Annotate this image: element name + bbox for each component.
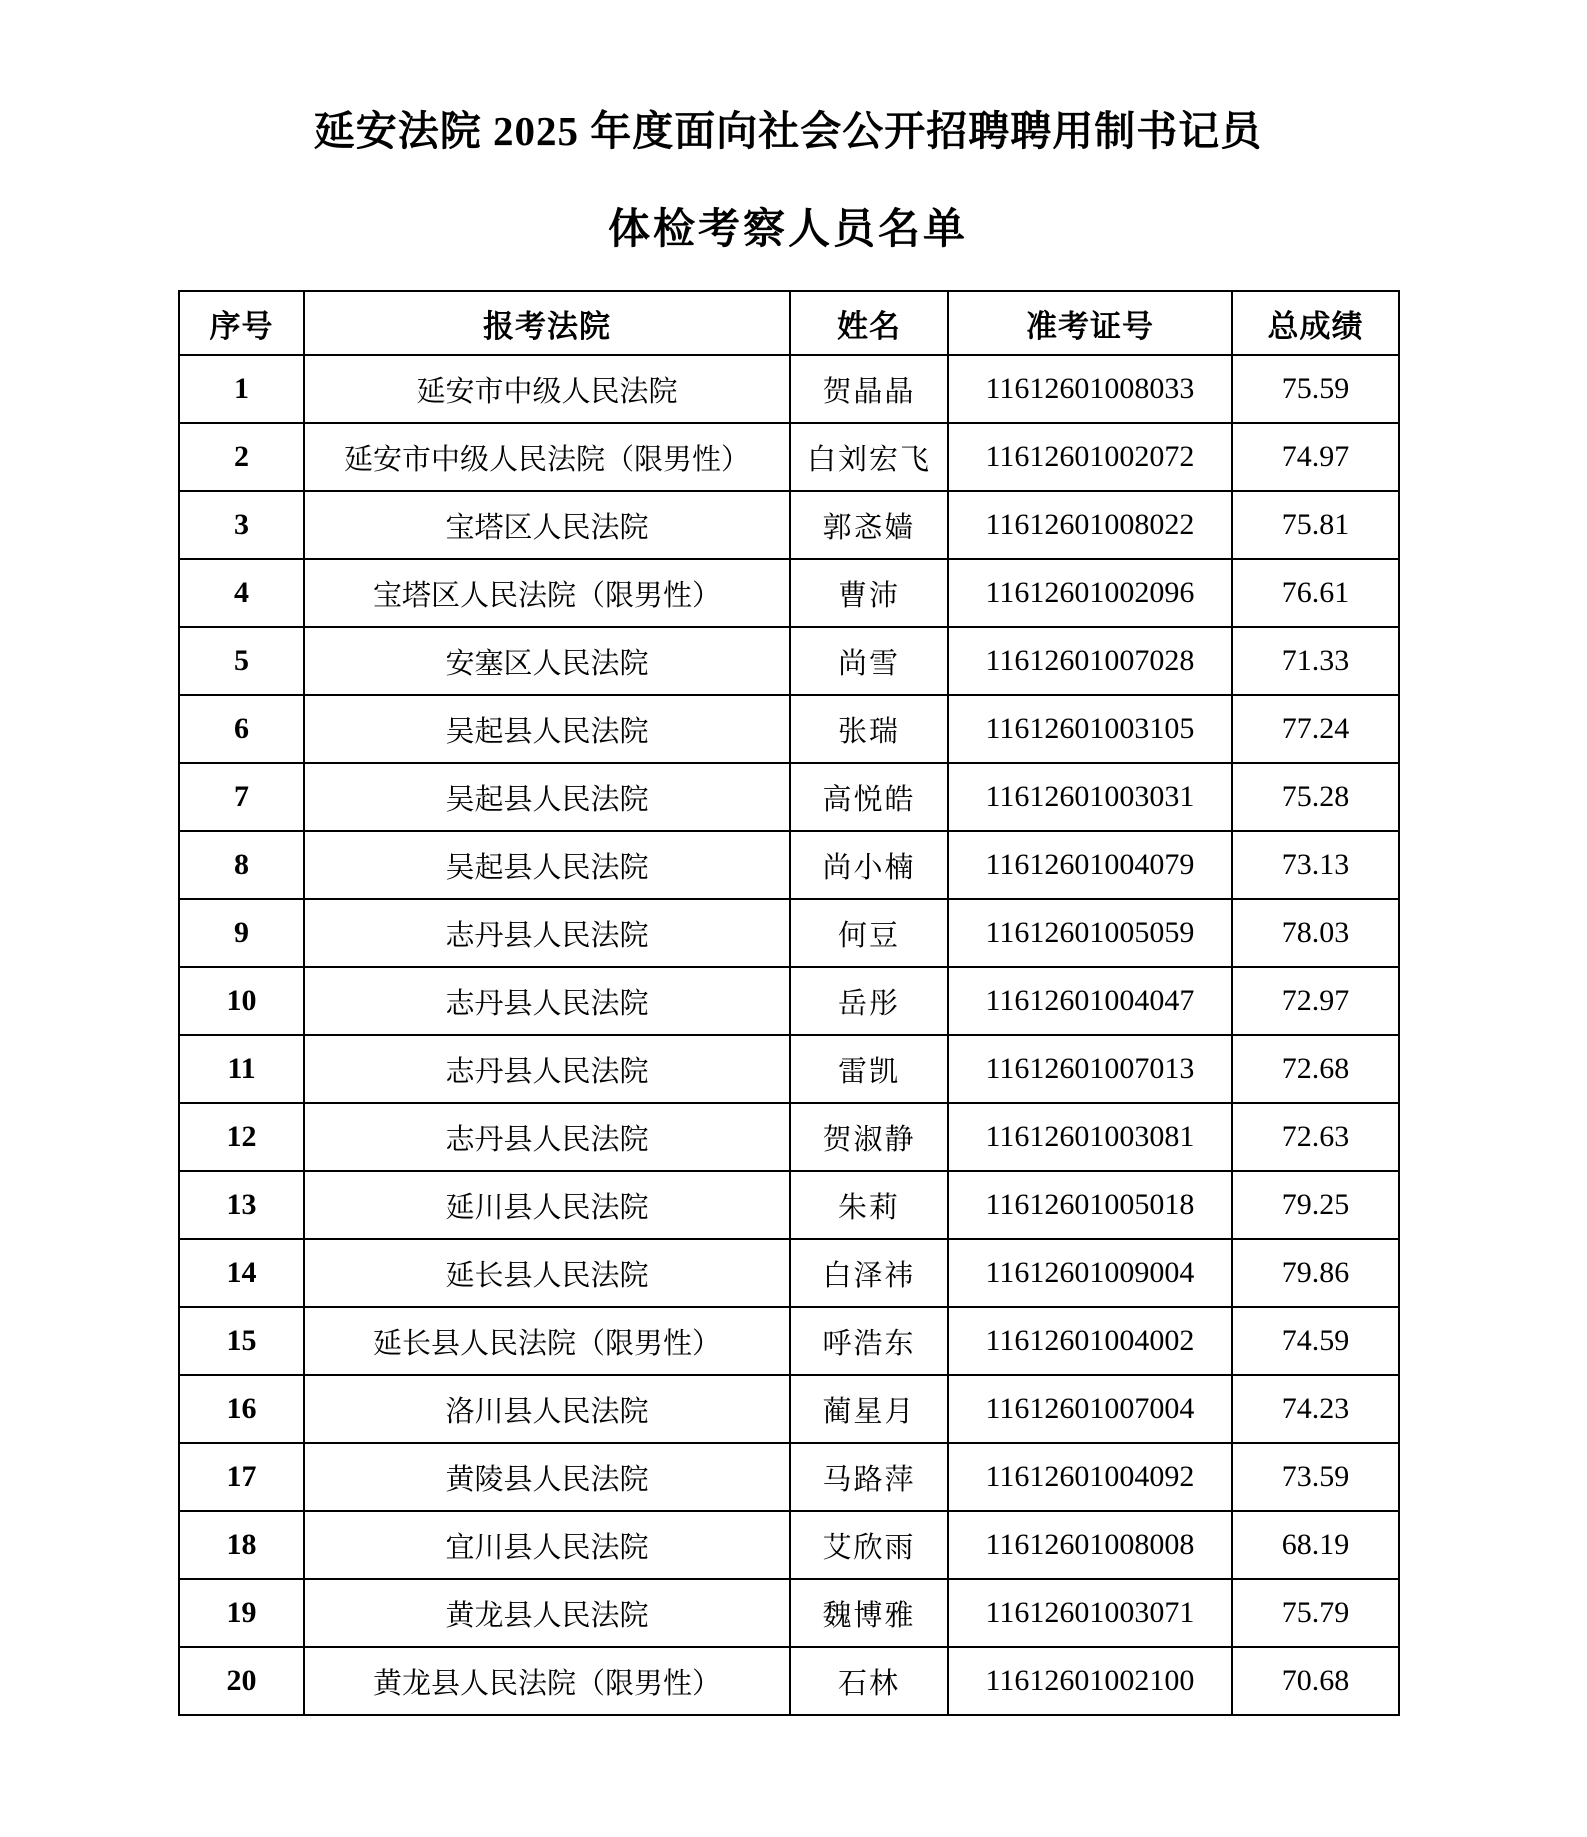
cell-score: 71.33	[1232, 627, 1399, 695]
cell-court: 吴起县人民法院	[304, 695, 790, 763]
cell-score: 79.25	[1232, 1171, 1399, 1239]
cell-index: 1	[179, 355, 304, 423]
cell-name: 蔺星月	[790, 1375, 948, 1443]
cell-name: 朱莉	[790, 1171, 948, 1239]
cell-index: 19	[179, 1579, 304, 1647]
header-index: 序号	[179, 291, 304, 355]
cell-court: 延川县人民法院	[304, 1171, 790, 1239]
cell-ticket: 11612601007013	[948, 1035, 1232, 1103]
table-row	[179, 355, 1399, 423]
cell-index: 10	[179, 967, 304, 1035]
table-row	[179, 1511, 1399, 1579]
cell-name: 呼浩东	[790, 1307, 948, 1375]
cell-score: 72.68	[1232, 1035, 1399, 1103]
cell-court: 吴起县人民法院	[304, 763, 790, 831]
cell-index: 15	[179, 1307, 304, 1375]
cell-court: 延长县人民法院（限男性）	[304, 1307, 790, 1375]
cell-ticket: 11612601005018	[948, 1171, 1232, 1239]
cell-index: 8	[179, 831, 304, 899]
header-score: 总成绩	[1232, 291, 1399, 355]
cell-ticket: 11612601008008	[948, 1511, 1232, 1579]
table-row	[179, 627, 1399, 695]
cell-name: 魏博雅	[790, 1579, 948, 1647]
table-row	[179, 1647, 1399, 1715]
cell-name: 何豆	[790, 899, 948, 967]
cell-name: 艾欣雨	[790, 1511, 948, 1579]
cell-name: 尚雪	[790, 627, 948, 695]
cell-name: 高悦皓	[790, 763, 948, 831]
table-row	[179, 491, 1399, 559]
cell-ticket: 11612601003071	[948, 1579, 1232, 1647]
cell-name: 白泽祎	[790, 1239, 948, 1307]
table-body	[179, 355, 1399, 1715]
cell-court: 志丹县人民法院	[304, 899, 790, 967]
cell-name: 白刘宏飞	[790, 423, 948, 491]
table-row	[179, 1103, 1399, 1171]
cell-ticket: 11612601004002	[948, 1307, 1232, 1375]
cell-score: 75.59	[1232, 355, 1399, 423]
cell-ticket: 11612601005059	[948, 899, 1232, 967]
cell-name: 郭忞嫱	[790, 491, 948, 559]
cell-index: 5	[179, 627, 304, 695]
cell-index: 18	[179, 1511, 304, 1579]
cell-score: 75.81	[1232, 491, 1399, 559]
cell-score: 74.23	[1232, 1375, 1399, 1443]
cell-index: 6	[179, 695, 304, 763]
cell-score: 76.61	[1232, 559, 1399, 627]
cell-court: 志丹县人民法院	[304, 967, 790, 1035]
cell-score: 73.13	[1232, 831, 1399, 899]
table-row	[179, 967, 1399, 1035]
cell-name: 马路萍	[790, 1443, 948, 1511]
table-header-row	[179, 291, 1399, 355]
cell-court: 宝塔区人民法院	[304, 491, 790, 559]
cell-index: 4	[179, 559, 304, 627]
cell-index: 17	[179, 1443, 304, 1511]
cell-index: 9	[179, 899, 304, 967]
cell-name: 尚小楠	[790, 831, 948, 899]
cell-name: 雷凯	[790, 1035, 948, 1103]
cell-score: 75.79	[1232, 1579, 1399, 1647]
cell-score: 77.24	[1232, 695, 1399, 763]
cell-ticket: 11612601009004	[948, 1239, 1232, 1307]
cell-name: 曹沛	[790, 559, 948, 627]
cell-ticket: 11612601002096	[948, 559, 1232, 627]
table-row	[179, 1307, 1399, 1375]
table-row	[179, 899, 1399, 967]
table-row	[179, 1443, 1399, 1511]
cell-ticket: 11612601008033	[948, 355, 1232, 423]
candidates-table	[178, 290, 1400, 1716]
cell-ticket: 11612601007004	[948, 1375, 1232, 1443]
cell-ticket: 11612601003081	[948, 1103, 1232, 1171]
cell-ticket: 11612601004092	[948, 1443, 1232, 1511]
cell-score: 74.97	[1232, 423, 1399, 491]
cell-score: 72.97	[1232, 967, 1399, 1035]
table-row	[179, 1171, 1399, 1239]
cell-ticket: 11612601008022	[948, 491, 1232, 559]
cell-court: 安塞区人民法院	[304, 627, 790, 695]
table-row	[179, 831, 1399, 899]
cell-index: 3	[179, 491, 304, 559]
cell-score: 75.28	[1232, 763, 1399, 831]
cell-score: 70.68	[1232, 1647, 1399, 1715]
cell-score: 74.59	[1232, 1307, 1399, 1375]
cell-court: 延长县人民法院	[304, 1239, 790, 1307]
cell-score: 78.03	[1232, 899, 1399, 967]
cell-court: 黄龙县人民法院（限男性）	[304, 1647, 790, 1715]
cell-court: 洛川县人民法院	[304, 1375, 790, 1443]
table-row	[179, 1035, 1399, 1103]
cell-court: 延安市中级人民法院（限男性）	[304, 423, 790, 491]
cell-index: 20	[179, 1647, 304, 1715]
cell-name: 贺晶晶	[790, 355, 948, 423]
cell-score: 72.63	[1232, 1103, 1399, 1171]
document-title-line-1: 延安法院 2025 年度面向社会公开招聘聘用制书记员	[313, 108, 1263, 154]
cell-ticket: 11612601002100	[948, 1647, 1232, 1715]
cell-court: 黄龙县人民法院	[304, 1579, 790, 1647]
header-name: 姓名	[790, 291, 948, 355]
cell-court: 宝塔区人民法院（限男性）	[304, 559, 790, 627]
cell-court: 吴起县人民法院	[304, 831, 790, 899]
cell-index: 14	[179, 1239, 304, 1307]
cell-ticket: 11612601004047	[948, 967, 1232, 1035]
cell-court: 宜川县人民法院	[304, 1511, 790, 1579]
cell-court: 志丹县人民法院	[304, 1103, 790, 1171]
cell-ticket: 11612601002072	[948, 423, 1232, 491]
cell-name: 张瑞	[790, 695, 948, 763]
table-row	[179, 695, 1399, 763]
cell-index: 11	[179, 1035, 304, 1103]
cell-score: 68.19	[1232, 1511, 1399, 1579]
cell-court: 延安市中级人民法院	[304, 355, 790, 423]
cell-name: 贺淑静	[790, 1103, 948, 1171]
table-row	[179, 423, 1399, 491]
cell-court: 黄陵县人民法院	[304, 1443, 790, 1511]
cell-index: 2	[179, 423, 304, 491]
cell-index: 13	[179, 1171, 304, 1239]
table-header	[179, 291, 1399, 355]
table-row	[179, 1239, 1399, 1307]
header-ticket: 准考证号	[948, 291, 1232, 355]
cell-index: 16	[179, 1375, 304, 1443]
cell-score: 79.86	[1232, 1239, 1399, 1307]
cell-ticket: 11612601004079	[948, 831, 1232, 899]
table-row	[179, 559, 1399, 627]
cell-name: 石林	[790, 1647, 948, 1715]
cell-ticket: 11612601003031	[948, 763, 1232, 831]
cell-ticket: 11612601007028	[948, 627, 1232, 695]
table-row	[179, 763, 1399, 831]
cell-score: 73.59	[1232, 1443, 1399, 1511]
header-court: 报考法院	[304, 291, 790, 355]
document-title-line-2: 体检考察人员名单	[607, 207, 968, 253]
table-row	[179, 1579, 1399, 1647]
cell-name: 岳彤	[790, 967, 948, 1035]
cell-index: 7	[179, 763, 304, 831]
cell-court: 志丹县人民法院	[304, 1035, 790, 1103]
cell-ticket: 11612601003105	[948, 695, 1232, 763]
table-row	[179, 1375, 1399, 1443]
cell-index: 12	[179, 1103, 304, 1171]
